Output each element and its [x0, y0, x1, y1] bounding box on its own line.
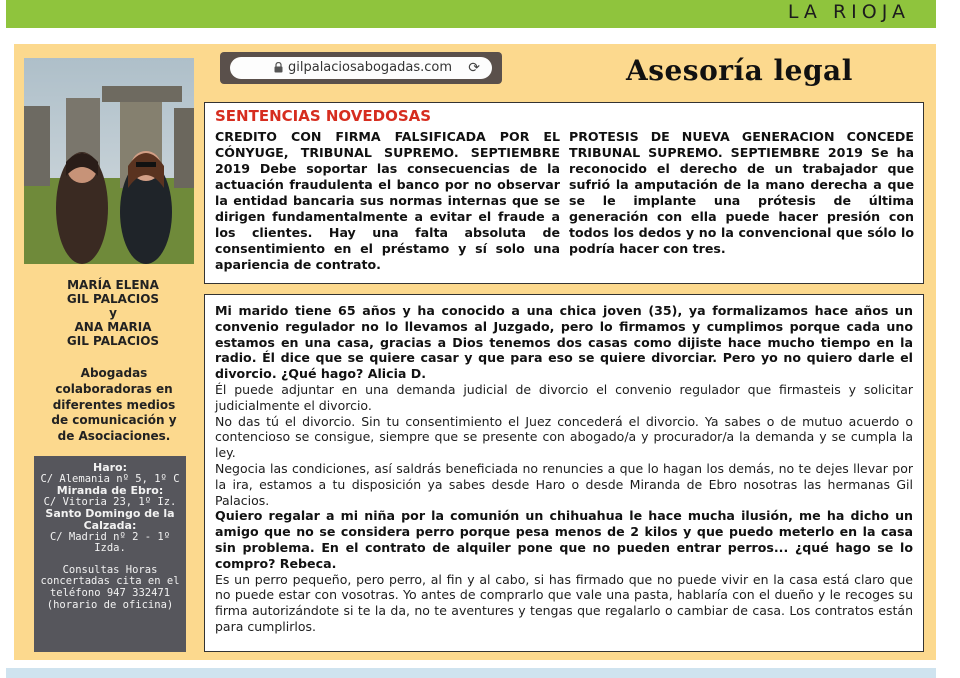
question-chihuahua: Quiero regalar a mi niña por la comunión un chihuahua le hace mucha ilusión, me ha dicho un amigo que no se considera perro porque pesa menos de 2 kilos y que puedo meterlo en la casa sin problema. En el contrato de alquiler pone que no pueden entrar perros... ¿qué hago se lo compro? Rebeca. [215, 508, 913, 571]
office-label-santo-domingo: Santo Domingo de la Calzada: [45, 507, 175, 532]
consultas-box [204, 294, 924, 652]
office-address-santo-domingo: C/ Madrid nº 2 - 1º Izda. [49, 530, 171, 555]
sentencias-box [204, 102, 924, 284]
office-label-haro: Haro: [92, 461, 127, 474]
author-name-line: GIL PALACIOS [66, 334, 160, 348]
office-address-miranda: C/ Vitoria 23, 1º Iz. [43, 495, 177, 508]
author-name-line: MARÍA ELENA [67, 278, 159, 292]
section-title: Asesoría legal [626, 54, 853, 87]
reload-icon[interactable]: ⟳ [468, 60, 480, 76]
sentencia-credito: CREDITO CON FIRMA FALSIFICADA POR EL CÓNYUGE, TRIBUNAL SUPREMO. SEPTIEMBRE 2019 Debe soportar las consecuencias de la actuación fraudulenta el banco por no observar la entidad bancaria sus normas internas que se dirigen fundamentalmente a evitar el fraude a los clientes. Hay una falta absoluta de consentimiento en el préstamo y sí solo una apariencia de contrato. [215, 129, 560, 272]
answer-chihuahua: Es un perro pequeño, pero perro, al fin y al cabo, si has firmado que no puede vivir en la casa está claro que no puede estar con vosotras. Yo antes de comprarlo que vale una pasta, hablaría con el dueño y le recoges su firma autorizándote si te la da, no te aventures y tengas que regalarlo o cambiar de casa. Los contratos están para cumplirlos. [215, 571, 913, 634]
office-address-haro: C/ Alemania nº 5, 1º C [40, 472, 180, 485]
browser-address-bar[interactable] [220, 52, 502, 84]
url-text: gilpalaciosabogadas.com [288, 60, 453, 75]
bottom-band [6, 668, 936, 678]
newspaper-brand: LA RIOJA [787, 1, 910, 23]
authors-description: Abogadas colaboradoras en diferentes medios de comunicación y de Asociaciones. [51, 366, 177, 444]
sentencias-heading: SENTENCIAS NOVEDOSAS [215, 107, 432, 125]
header-band [6, 0, 936, 28]
article-page [14, 44, 936, 660]
sentencia-protesis [569, 129, 914, 257]
answer-divorcio-1: Él puede adjuntar en una demanda judicial de divorcio el convenio regulador que firmasteis y solicitar judicialmente el divorcio. [215, 381, 913, 413]
authors-names [38, 278, 188, 348]
sentencia-protesis-body: Se ha reconocido el derecho de un trabajador que sufrió la amputación de la mano derecha a que se le implante una prótesis de última generación con ella puede hacer presión con todos los dedos y no la convencional que sólo lo podría hacer con tres. [569, 145, 914, 256]
author-name-line: y [109, 306, 117, 320]
author-name-line: ANA MARIA [74, 320, 152, 334]
sentencia-protesis-head: PROTESIS DE NUEVA GENERACION CONCEDE TRIBUNAL SUPREMO. SEPTIEMBRE 2019 [569, 129, 914, 160]
consultation-hours: Consultas Horas concertadas cita en el teléfono 947 332471 (horario de oficina) [40, 563, 180, 611]
question-divorcio: Mi marido tiene 65 años y ha conocido a una chica joven (35), ya formalizamos hace años un convenio regulador no lo llevamos al Juzgado, pero lo firmamos y cumplimos porque cada uno estamos en una casa, gracias a Dios tenemos dos casas como dijiste hace mucho tiempo en la radio. Él dice que se quiere casar y que para eso se quiere divorciar. Pero yo no quiero darle el divorcio. ¿Qué hago? Alicia D. [215, 303, 913, 382]
lock-icon [274, 62, 283, 73]
answer-divorcio-2: No das tú el divorcio. Sin tu consentimiento el Juez concederá el divorcio. Ya sabes o de mutuo acuerdo o contencioso se consigue, siempre que se presente con abogado/a y procurador/a la demanda y se cumpla la ley. [215, 413, 913, 461]
office-label-miranda: Miranda de Ebro: [56, 484, 164, 498]
authors-photo [24, 58, 194, 264]
url-field[interactable] [230, 57, 492, 79]
contact-box [34, 456, 186, 652]
author-name-line: GIL PALACIOS [66, 292, 160, 306]
answer-divorcio-3: Negocia las condiciones, así saldrás beneficiada no renuncies a que lo hagan los demás, no te dejes llevar por la ira, estamos a tu disposición ya sabes desde Haro o desde Miranda de Ebro nosotras las hermanas Gil Palacios. [215, 460, 913, 508]
